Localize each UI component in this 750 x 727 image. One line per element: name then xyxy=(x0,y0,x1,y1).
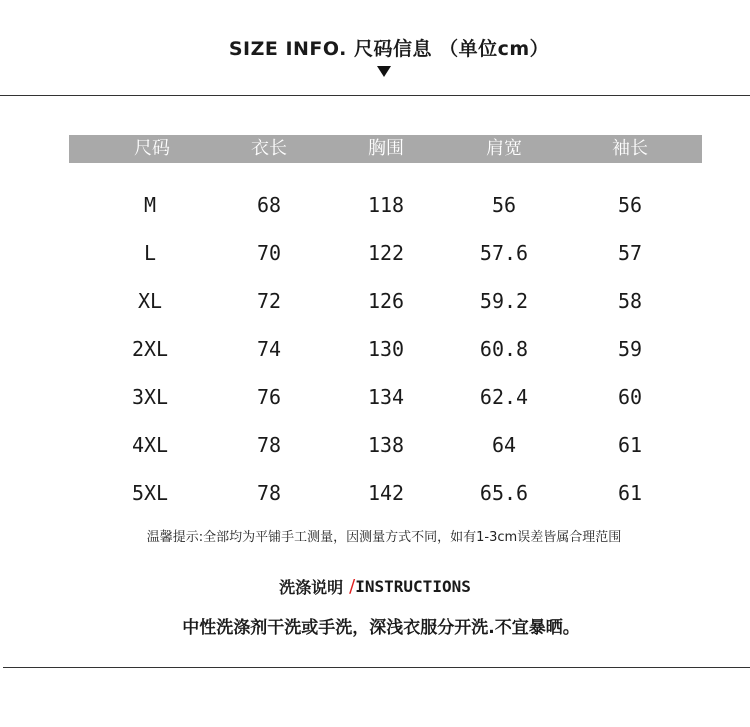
cell-size: L xyxy=(143,241,157,265)
header-sleeve: 袖长 xyxy=(612,138,648,159)
cell-size: M xyxy=(143,193,157,217)
cell-shoulder: 65.6 xyxy=(479,481,529,505)
cell-sleeve: 56 xyxy=(617,193,643,217)
header-length: 衣长 xyxy=(251,138,287,159)
divider-top xyxy=(0,95,750,96)
cell-shoulder: 56 xyxy=(491,193,517,217)
cell-chest: 142 xyxy=(367,481,405,505)
table-row xyxy=(0,478,750,508)
cell-shoulder: 60.8 xyxy=(479,337,529,361)
instructions-label-cn: 洗涤说明 xyxy=(279,578,344,597)
washing-instructions: 中性洗涤剂干洗或手洗，深浅衣服分开洗.不宜暴晒。 xyxy=(182,618,580,638)
instructions-label-en: INSTRUCTIONS xyxy=(355,577,471,596)
cell-length: 78 xyxy=(256,433,282,457)
cell-chest: 126 xyxy=(367,289,405,313)
divider-bottom xyxy=(3,667,750,668)
cell-size: 4XL xyxy=(131,433,169,457)
cell-chest: 130 xyxy=(367,337,405,361)
cell-shoulder: 62.4 xyxy=(479,385,529,409)
size-table-header xyxy=(69,135,702,163)
cell-sleeve: 57 xyxy=(617,241,643,265)
cell-shoulder: 64 xyxy=(491,433,517,457)
cell-size: 5XL xyxy=(131,481,169,505)
cell-shoulder: 59.2 xyxy=(479,289,529,313)
table-row xyxy=(0,382,750,412)
cell-length: 70 xyxy=(256,241,282,265)
instructions-slash: / xyxy=(349,576,356,597)
cell-sleeve: 60 xyxy=(617,385,643,409)
cell-length: 72 xyxy=(256,289,282,313)
header-chest: 胸围 xyxy=(368,138,404,159)
table-row xyxy=(0,286,750,316)
cell-chest: 122 xyxy=(367,241,405,265)
table-row xyxy=(0,238,750,268)
cell-chest: 118 xyxy=(367,193,405,217)
header-size: 尺码 xyxy=(134,138,170,159)
cell-sleeve: 61 xyxy=(617,481,643,505)
cell-length: 76 xyxy=(256,385,282,409)
measurement-note: 温馨提示:全部均为平铺手工测量，因测量方式不同，如有1-3cm误差皆属合理范围 xyxy=(146,530,622,545)
arrow-down-icon xyxy=(377,66,391,77)
instructions-heading xyxy=(0,575,750,598)
cell-shoulder: 57.6 xyxy=(479,241,529,265)
cell-chest: 134 xyxy=(367,385,405,409)
cell-length: 78 xyxy=(256,481,282,505)
cell-length: 74 xyxy=(256,337,282,361)
cell-size: 2XL xyxy=(131,337,169,361)
table-row xyxy=(0,334,750,364)
page-title: SIZE INFO. 尺码信息 （单位cm） xyxy=(228,38,550,60)
cell-length: 68 xyxy=(256,193,282,217)
table-row xyxy=(0,430,750,460)
cell-sleeve: 61 xyxy=(617,433,643,457)
cell-size: 3XL xyxy=(131,385,169,409)
cell-chest: 138 xyxy=(367,433,405,457)
cell-sleeve: 58 xyxy=(617,289,643,313)
cell-sleeve: 59 xyxy=(617,337,643,361)
cell-size: XL xyxy=(137,289,163,313)
header-shoulder: 肩宽 xyxy=(486,138,522,159)
table-row xyxy=(0,190,750,220)
